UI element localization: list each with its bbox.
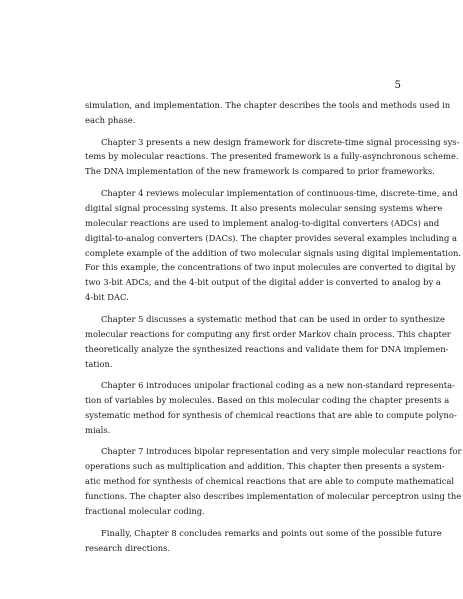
paragraph-chapter-7 [85,444,462,519]
text-line: Chapter 3 presents a new design framework for discrete-time signal processing sys- [101,136,460,147]
paragraph-phase-summary [85,98,451,128]
text-line: tems by molecular reactions. The presented framework is a fully-asynchronous scheme. [85,151,459,162]
text-line: simulation, and implementation. The chapter describes the tools and methods used in [85,100,451,110]
body-text [85,98,462,562]
paragraph-chapter-5 [85,312,451,372]
text-line: Finally, Chapter 8 concludes remarks and points out some of the possible future [101,527,442,538]
paragraph-chapter-3 [85,135,460,180]
text-line: Chapter 7 introduces bipolar representation and very simple molecular reactions for [101,446,462,457]
text-line: research directions. [85,542,171,553]
text-line: tion of variables by molecules. Based on this molecular coding the chapter presents a [85,395,450,406]
text-line: operations such as multiplication and addition. This chapter then presents a system- [85,461,445,472]
paragraph-chapter-8 [85,526,442,556]
text-line: Chapter 6 introduces unipolar fractional coding as a new non-standard representa- [101,380,455,391]
text-line: fractional molecular coding. [85,506,205,517]
text-line: molecular reactions are used to implement analog-to-digital converters (ADCs) and [85,217,440,228]
text-line: theoretically analyze the synthesized reactions and validate them for DNA implemen- [85,343,449,354]
text-line: atic method for synthesis of chemical reactions that are able to compute mathematical [85,476,455,487]
text-line: two 3-bit ADCs, and the 4-bit output of the digital adder is converted to analog by a [85,277,441,288]
text-line: mials. [85,424,111,435]
text-line: each phase. [85,114,136,125]
text-line: 4-bit DAC. [85,292,129,303]
text-line: For this example, the concentrations of two input molecules are converted to digital by [85,262,456,273]
text-line: tation. [85,358,113,369]
text-line: digital-to-analog converters (DACs). The chapter provides several examples including a [85,232,457,243]
paragraph-chapter-6 [85,378,457,438]
text-line: Chapter 5 discusses a systematic method that can be used in order to synthesize [101,313,445,324]
text-line: functions. The chapter also describes implementation of molecular perceptron using the [85,491,462,502]
text-line: Chapter 4 reviews molecular implementation of continuous-time, discrete-time, and [101,187,458,198]
text-line: systematic method for synthesis of chemical reactions that are able to compute polyno- [85,409,457,420]
page-number: 5 [394,80,401,91]
text-line: The DNA implementation of the new framework is compared to prior frameworks. [85,166,435,177]
text-line: complete example of the addition of two molecular signals using digital implementation. [85,247,462,258]
paragraph-chapter-4 [85,186,462,305]
text-line: digital signal processing systems. It also presents molecular sensing systems where [85,202,443,213]
text-line: molecular reactions for computing any first order Markov chain process. This chapter [85,328,451,339]
